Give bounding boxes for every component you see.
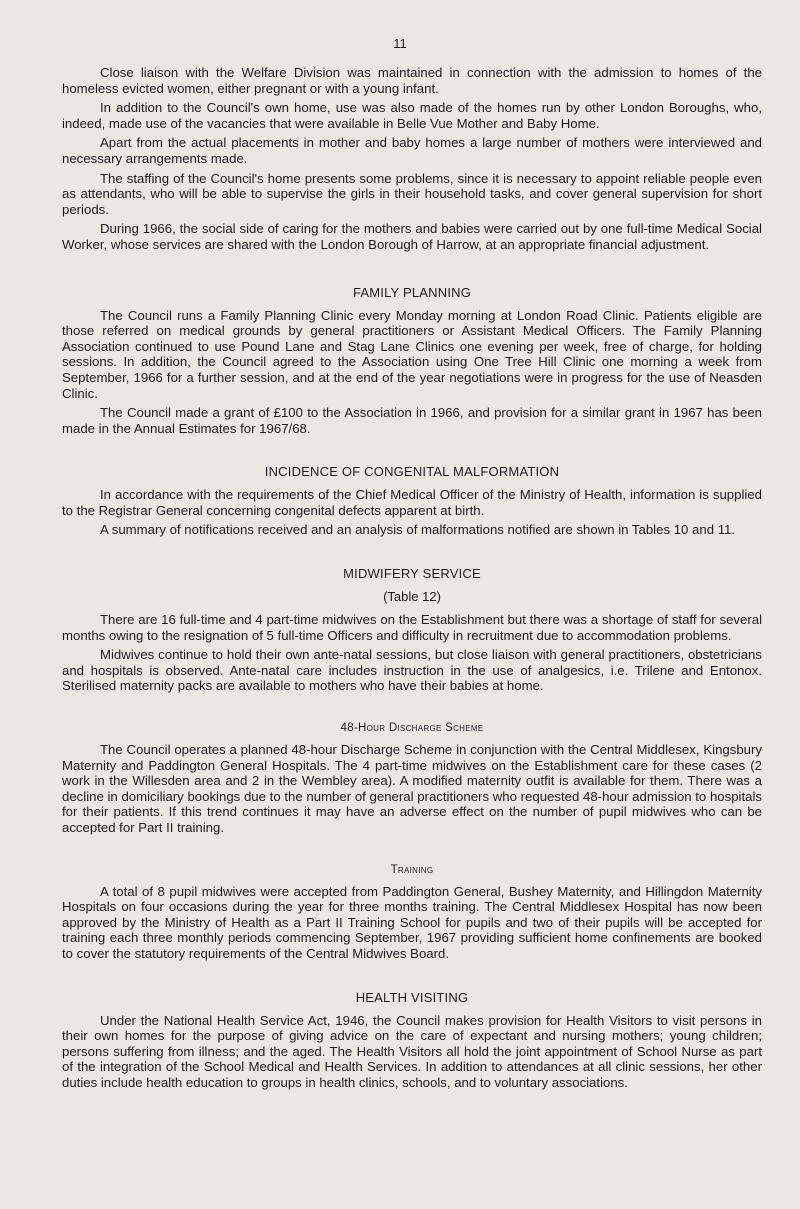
paragraph: In accordance with the requirements of the Chief Medical Officer of the Ministry of Health, information is supplied to the Registrar General concerning congenital defects apparent at birth. [62,487,762,518]
subsection-heading: 48-Hour Discharge Scheme [340,722,484,735]
paragraph: Midwives continue to hold their own ante-natal sessions, but close liaison with general practitioners, obstetricians and hospitals is observed. Ante-natal care includes instruction in the use of analgesics, i.e. Trilene and Entonox. Sterilised maternity packs are available to mothers who have their babies at home. [62,647,762,694]
section-heading: HEALTH VISITING [355,989,469,1005]
section-heading: INCIDENCE OF CONGENITAL MALFORMATION [264,464,560,480]
page-number: 11 [393,36,407,51]
paragraph: A summary of notifications received and an analysis of malformations notified are shown in Tables 10 and 11. [100,522,736,538]
paragraph: The Council runs a Family Planning Clinic every Monday morning at London Road Clinic. Patients eligible are those referred on medical grounds by general practitioners or Assistant Medical Officers. The Family Planning Association continued to use Pound Lane and Stag Lane Clinics one evening per week, free of charge, for holding sessions. In addition, the Council agreed to the Association using One Tree Hill Clinic one morning a week from September, 1966 for a further session, and at the end of the year negotiations were in progress for the use of Neasden Clinic. [62,307,762,401]
page-content [62,65,762,1095]
paragraph: The Council operates a planned 48-hour Discharge Scheme in conjunction with the Central Middlesex, Kingsbury Maternity and Paddington General Hospitals. The 4 part-time midwives on the Establishment care for these cases (2 work in the Willesden area and 2 in the Wembley area). A modified maternity outfit is available for them. There was a decline in domiciliary bookings due to the number of general practitioners who requested 48-hour admission to hospitals for their patients. If this trend continues it may have an adverse effect on the number of pupil midwives who can be accepted for Part II training. [62,742,762,835]
paragraph: The staffing of the Council's home presents some problems, since it is necessary to appoint reliable people even as attendants, who will be able to supervise the girls in their household tasks, and cover general supervision for short periods. [62,170,762,217]
paragraph: Under the National Health Service Act, 1946, the Council makes provision for Health Visitors to visit persons in their own homes for the purpose of giving advice on the care of expectant and nursing mothers; young children; persons suffering from illness; and the aged. The Health Visitors all hold the joint appointment of School Nurse as part of the integration of the School Medical and Health Services. In addition to attendances at all clinic sessions, her other duties include health education to groups in health clinics, schools, and to voluntary associations. [62,1012,762,1090]
paragraph: A total of 8 pupil midwives were accepted from Paddington General, Bushey Maternity, and Hillingdon Maternity Hospitals on four occasions during the year for three months training. The Central Middlesex Hospital has now been approved by the Ministry of Health as a Part II Training School for pupils and two of their pupils will be accepted for training each three monthly periods commencing September, 1967 providing sufficient home confinements are booked to cover the statutory requirements of the Central Midwives Board. [62,883,762,961]
midwifery-service-section [62,566,762,694]
table-reference: (Table 12) [383,589,441,605]
paragraph: There are 16 full-time and 4 part-time midwives on the Establishment but there was a shortage of staff for several months owing to the resignation of 5 full-time Officers and difficulty in recruitment due to accommodation problems. [62,612,762,643]
section-heading: FAMILY PLANNING [352,284,472,300]
training-section [62,864,762,962]
intro-section [62,65,762,253]
paragraph: The Council made a grant of £100 to the Association in 1966, and provision for a similar grant in 1967 has been made in the Annual Estimates for 1967/68. [62,405,762,436]
paragraph: Apart from the actual placements in mother and baby homes a large number of mothers were interviewed and necessary arrangements made. [62,135,762,166]
discharge-scheme-section [62,722,762,836]
paragraph: During 1966, the social side of caring for the mothers and babies were carried out by one full-time Medical Social Worker, whose services are shared with the London Borough of Harrow, at an appropriate financial adjustment. [62,221,762,252]
family-planning-section [62,285,762,437]
paragraph: Close liaison with the Welfare Division was maintained in connection with the admission to homes of the homeless evicted women, either pregnant or with a young infant. [62,65,762,96]
section-heading: MIDWIFERY SERVICE [343,566,481,582]
congenital-malformation-section [62,464,762,538]
health-visiting-section [62,990,762,1091]
paragraph: In addition to the Council's own home, use was also made of the homes run by other London Boroughs, who, indeed, made use of the vacancies that were available in Belle Vue Mother and Baby Home. [62,100,762,131]
subsection-heading: Training [390,863,434,876]
